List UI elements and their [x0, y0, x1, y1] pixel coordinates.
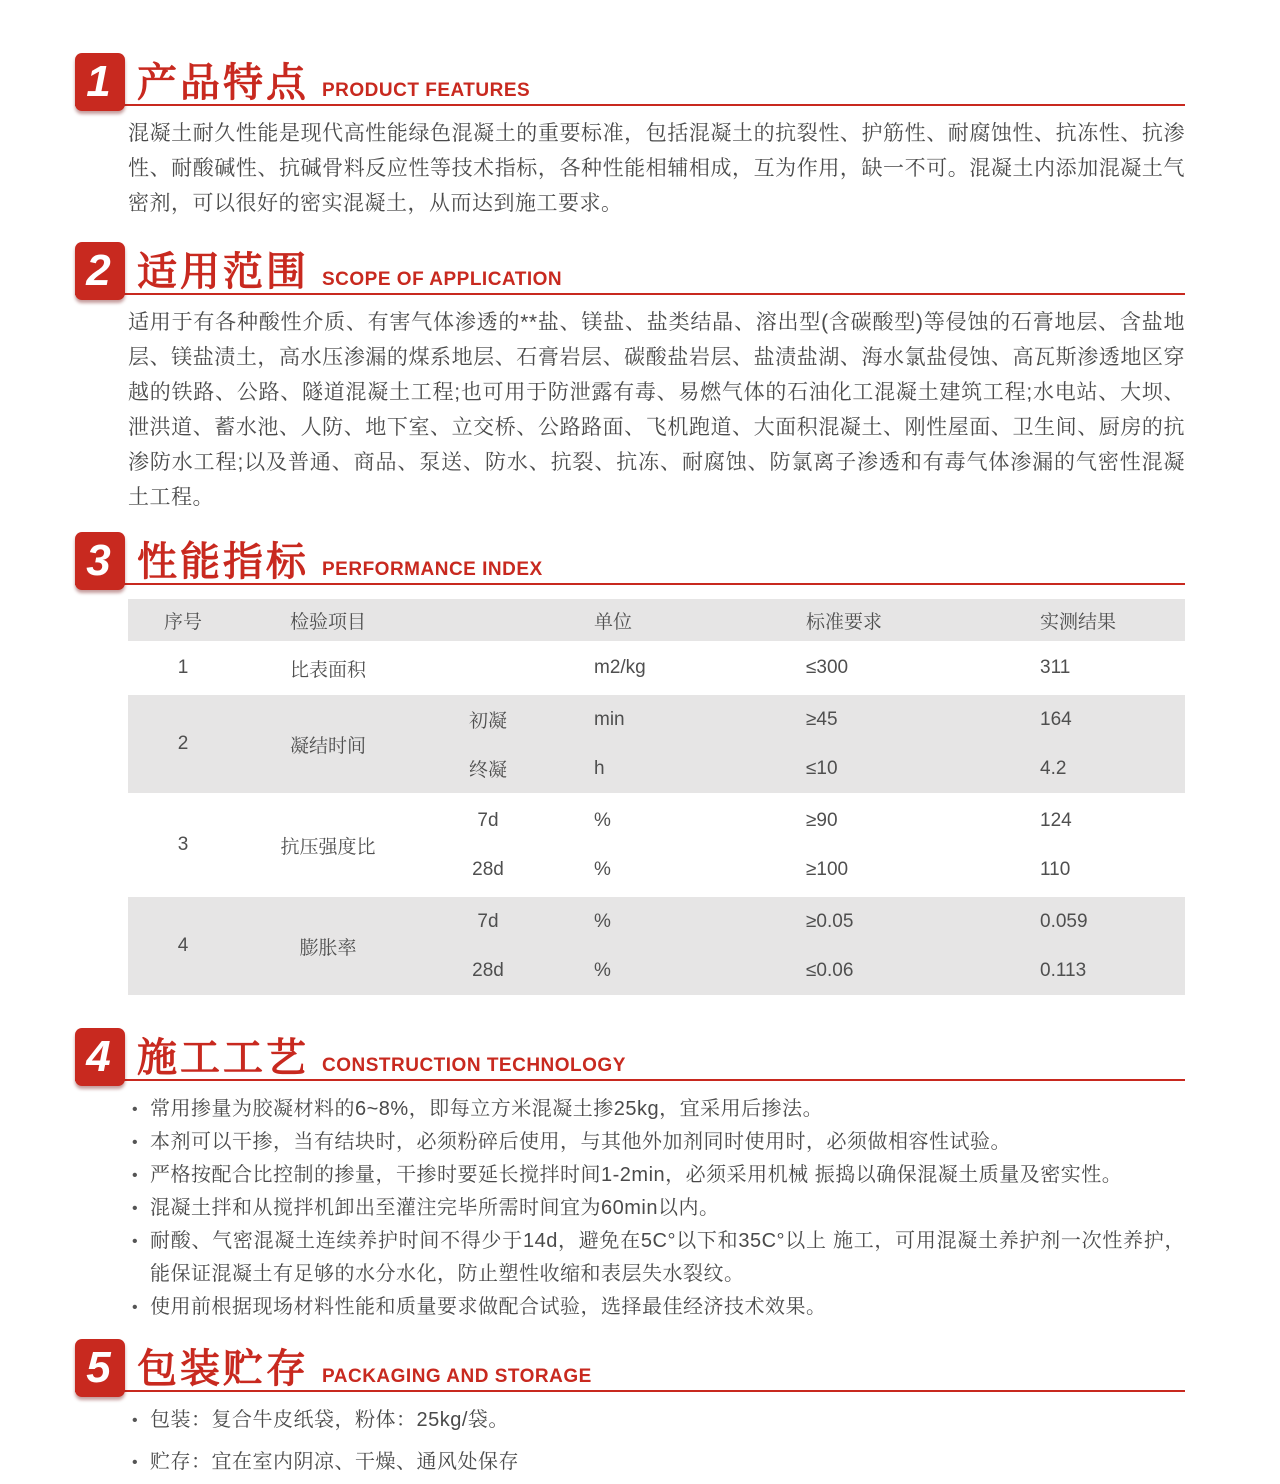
performance-table: [128, 599, 1185, 995]
table-cell-result: 0.113: [1040, 959, 1087, 981]
section-2-paragraph: 适用于有各种酸性介质、有害气体渗透的**盐、镁盐、盐类结晶、溶出型(含碳酸型)等侵蚀的石膏地层、含盐地层、镁盐渍土，高水压渗漏的煤系地层、石膏岩层、碳酸盐岩层、盐渍盐湖、海水氯盐侵蚀、高瓦斯渗透地区穿越的铁路、公路、隧道混凝土工程;也可用于防泄露有毒、易燃气体的石油化工混凝土建筑工程;水电站、大坝、泄洪道、蓄水池、人防、地下室、立交桥、公路路面、飞机跑道、大面积混凝土、刚性屋面、卫生间、厨房的抗渗防水工程;以及普通、商品、泵送、防水、抗裂、抗冻、耐腐蚀、防氯离子渗透和有毒气体渗漏的气密性混凝土工程。: [128, 311, 1185, 509]
table-cell-item: 凝结时间: [289, 735, 366, 757]
table-header-row: [128, 599, 1185, 641]
table-cell-result: 4.2: [1040, 757, 1067, 779]
section-1-paragraph: 混凝土耐久性能是现代高性能绿色混凝土的重要标准，包括混凝土的抗裂性、护筋性、耐腐蚀性、抗冻性、抗渗性、耐酸碱性、抗碱骨料反应性等技术指标，各种性能相辅相成，互为作用，缺一不可。混凝土内添加混凝土气密剂，可以很好的密实混凝土，从而达到施工要求。: [128, 122, 1185, 215]
table-cell-item: 比表面积: [289, 659, 366, 681]
bullet-item: • 耐酸、气密混凝土连续养护时间不得少于14d，避免在5C°以下和35C°以上 施工，可用混凝土养护剂一次性养护，能保证混凝土有足够的水分水化，防止塑性收缩和表层失水裂纹。: [130, 1225, 1185, 1291]
packaging-bullet-list: [130, 1404, 1185, 1479]
table-cell-standard: ≥90: [806, 809, 838, 831]
table-cell-standard: ≥0.05: [806, 910, 854, 932]
table-cell-sub: 7d: [477, 910, 499, 932]
section-5-number-badge: 5: [75, 1339, 125, 1397]
section-5-title: 包装贮存: [137, 1346, 309, 1392]
bullet-item: • 常用掺量为胶凝材料的6~8%，即每立方米混凝土掺25kg，宜采用后掺法。: [130, 1093, 1185, 1126]
section-2-subtitle: SCOPE OF APPLICATION: [322, 269, 563, 290]
table-cell-item: 膨胀率: [299, 937, 357, 959]
table-cell-unit: m2/kg: [594, 657, 646, 678]
section-3-header: [75, 525, 1185, 585]
table-header-unit: 单位: [594, 611, 633, 633]
table-cell-result: 164: [1040, 708, 1072, 730]
table-cell-result: 124: [1040, 809, 1072, 831]
section-2-number-badge: 2: [75, 242, 125, 300]
bullet-item: • 包装：复合牛皮纸袋，粉体：25kg/袋。: [130, 1404, 1185, 1437]
table-cell-standard: ≥45: [806, 708, 838, 730]
table-cell-result: 311: [1040, 657, 1071, 678]
table-cell-unit: %: [594, 858, 611, 880]
section-2-title: 适用范围: [137, 249, 309, 295]
table-header-standard: 标准要求: [806, 611, 883, 633]
table-cell-no: 2: [177, 733, 189, 754]
section-4-subtitle: CONSTRUCTION TECHNOLOGY: [322, 1055, 626, 1076]
table-row: [128, 796, 1185, 894]
table-cell-unit: %: [594, 959, 611, 981]
bullet-item: • 使用前根据现场材料性能和质量要求做配合试验，选择最佳经济技术效果。: [130, 1291, 1185, 1324]
section-1-subtitle: PRODUCT FEATURES: [322, 80, 531, 101]
section-3-subtitle: PERFORMANCE INDEX: [322, 559, 543, 580]
bullet-item: • 混凝土拌和从搅拌机卸出至灌注完毕所需时间宜为60min以内。: [130, 1192, 1185, 1225]
table-cell-no: 3: [177, 834, 189, 855]
table-cell-sub: 终凝: [468, 760, 507, 781]
section-1-header: [75, 46, 1185, 106]
table-cell-sub: 7d: [477, 809, 499, 831]
table-cell-unit: %: [594, 809, 611, 831]
section-4-number-badge: 4: [75, 1028, 125, 1086]
construction-bullet-list: [130, 1093, 1185, 1324]
table-header-result: 实测结果: [1040, 611, 1117, 633]
section-1-number-badge: 1: [75, 53, 125, 111]
table-row: [128, 897, 1185, 995]
table-cell-standard: ≤300: [806, 657, 849, 678]
bullet-item: • 贮存：宜在室内阴凉、干燥、通风处保存: [130, 1446, 1185, 1479]
section-5-subtitle: PACKAGING AND STORAGE: [322, 1366, 592, 1387]
table-cell-no: 1: [177, 657, 189, 678]
table-cell-sub: 28d: [472, 959, 504, 981]
section-5-header: [75, 1332, 1185, 1392]
table-row: [128, 695, 1185, 793]
table-cell-sub: 28d: [472, 858, 504, 880]
table-cell-unit: h: [594, 757, 605, 779]
table-cell-result: 110: [1040, 858, 1071, 880]
table-cell-no: 4: [177, 935, 189, 956]
section-1-title: 产品特点: [137, 60, 309, 106]
table-header-item: 检验项目: [289, 611, 366, 633]
section-3-number-badge: 3: [75, 532, 125, 590]
table-cell-unit: %: [594, 910, 611, 932]
section-3-title: 性能指标: [137, 539, 309, 585]
table-cell-sub: 初凝: [468, 711, 507, 732]
table-row: [128, 644, 1185, 692]
table-cell-standard: ≤0.06: [806, 959, 854, 981]
section-2-header: [75, 235, 1185, 295]
section-4-title: 施工工艺: [137, 1035, 309, 1081]
table-cell-standard: ≥100: [806, 858, 849, 880]
table-cell-standard: ≤10: [806, 757, 838, 779]
section-4-header: [75, 1021, 1185, 1081]
bullet-item: • 严格按配合比控制的掺量，干掺时要延长搅拌时间1-2min，必须采用机械 振捣以确保混凝土质量及密实性。: [130, 1159, 1185, 1192]
table-cell-result: 0.059: [1040, 910, 1088, 932]
table-header-no: 序号: [163, 611, 202, 633]
table-cell-item: 抗压强度比: [280, 836, 376, 858]
bullet-item: • 本剂可以干掺，当有结块时，必须粉碎后使用，与其他外加剂同时使用时，必须做相容性试验。: [130, 1126, 1185, 1159]
table-cell-unit: min: [594, 708, 625, 730]
